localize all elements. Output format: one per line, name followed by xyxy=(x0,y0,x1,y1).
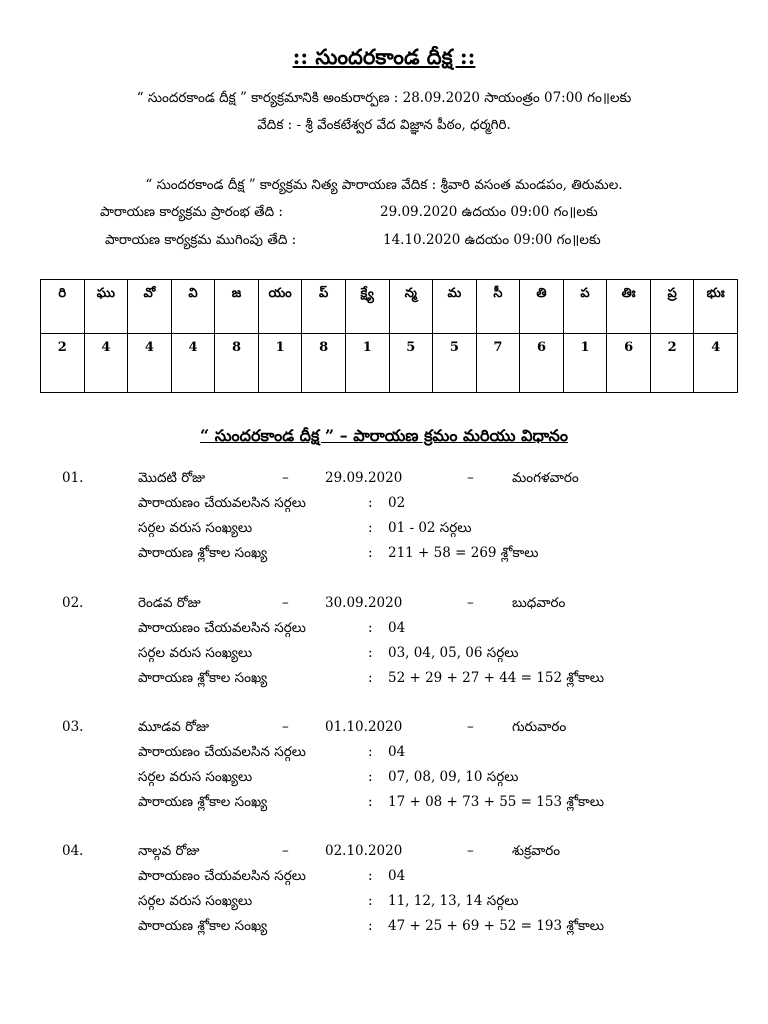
grid-number-cell: 6 xyxy=(607,334,651,393)
sargas-value: 02 xyxy=(388,495,406,511)
grid-number-cell: 4 xyxy=(84,334,128,393)
dash-separator: – xyxy=(467,719,474,735)
dash-separator: – xyxy=(467,470,474,486)
day-name: నాల్గవ రోజు xyxy=(138,843,200,859)
sargas-label: పారాయణం చేయవలసిన సర్గలు xyxy=(138,868,306,884)
day-weekday: గురువారం xyxy=(512,719,567,735)
grid-numbers-row xyxy=(41,334,738,393)
grid-letter-cell: ప్ xyxy=(302,280,346,334)
colon: : xyxy=(368,620,373,636)
daily-venue-line: “ సుందరకాండ దీక్ష ” కార్యక్రమ నిత్య పారాయణ వేదిక : శ్రీవారి వసంత మండపం, తిరుమల. xyxy=(145,177,623,193)
day-number: 04. xyxy=(62,843,84,859)
day-date: 02.10.2020 xyxy=(325,843,403,859)
sarga-order-value: 01 - 02 సర్గలు xyxy=(388,520,472,536)
grid-number-cell: 7 xyxy=(476,334,520,393)
sarga-order-label: సర్గల వరుస సంఖ్యలు xyxy=(138,893,253,909)
sargas-value: 04 xyxy=(388,868,406,884)
sargas-label: పారాయణం చేయవలసిన సర్గలు xyxy=(138,620,306,636)
grid-number-cell: 4 xyxy=(128,334,172,393)
sarga-order-label: సర్గల వరుస సంఖ్యలు xyxy=(138,645,253,661)
shloka-count-label: పారాయణ శ్లోకాల సంఖ్య xyxy=(138,670,268,686)
colon: : xyxy=(368,918,373,934)
dash-separator: – xyxy=(467,843,474,859)
day-name: మొదటి రోజు xyxy=(138,470,206,486)
day-number: 03. xyxy=(62,719,84,735)
grid-letter-cell: మ xyxy=(433,280,477,334)
grid-letter-cell: రి xyxy=(41,280,85,334)
grid-letter-cell: వో xyxy=(128,280,172,334)
day-date: 29.09.2020 xyxy=(325,470,403,486)
sargas-value: 04 xyxy=(388,620,406,636)
day-date: 30.09.2020 xyxy=(325,595,403,611)
grid-letter-cell: సీ xyxy=(476,280,520,334)
shloka-count-label: పారాయణ శ్లోకాల సంఖ్య xyxy=(138,918,268,934)
grid-letter-cell: తిః xyxy=(607,280,651,334)
grid-number-cell: 1 xyxy=(258,334,302,393)
sargas-value: 04 xyxy=(388,744,406,760)
grid-number-cell: 2 xyxy=(650,334,694,393)
grid-letter-cell: క్ష్యే xyxy=(345,280,389,334)
day-name: రెండవ రోజు xyxy=(138,595,201,611)
grid-number-cell: 1 xyxy=(563,334,607,393)
venue-line: వేదిక : - శ్రీ వేంకటేశ్వర వేద విజ్ఞాన పీఠం, ధర్మగిరి. xyxy=(257,117,511,133)
dash-separator: – xyxy=(467,595,474,611)
page-title: :: సుందరకాండ దీక్ష :: xyxy=(292,44,476,69)
grid-letter-cell: ప xyxy=(563,280,607,334)
day-date: 01.10.2020 xyxy=(325,719,403,735)
colon: : xyxy=(368,495,373,511)
grid-number-cell: 5 xyxy=(389,334,433,393)
grid-letter-cell: జ xyxy=(215,280,259,334)
grid-letter-cell: వి xyxy=(171,280,215,334)
colon: : xyxy=(368,893,373,909)
shloka-count-label: పారాయణ శ్లోకాల సంఖ్య xyxy=(138,794,268,810)
sarga-order-value: 03, 04, 05, 06 సర్గలు xyxy=(388,645,519,661)
colon: : xyxy=(368,645,373,661)
shloka-count-value: 52 + 29 + 27 + 44 = 152 శ్లోకాలు xyxy=(388,670,604,686)
start-date-label: పారాయణ కార్యక్రమ ప్రారంభ తేది : xyxy=(100,204,283,220)
sargas-label: పారాయణం చేయవలసిన సర్గలు xyxy=(138,744,306,760)
colon: : xyxy=(368,794,373,810)
day-number: 01. xyxy=(62,470,84,486)
grid-letter-cell: ప్ర xyxy=(650,280,694,334)
shloka-count-value: 47 + 25 + 69 + 52 = 193 శ్లోకాలు xyxy=(388,918,604,934)
grid-number-cell: 5 xyxy=(433,334,477,393)
colon: : xyxy=(368,520,373,536)
inauguration-line: “ సుందరకాండ దీక్ష ” కార్యక్రమానికి అంకురార్పణ : 28.09.2020 సాయంత్రం 07:00 గం॥లకు xyxy=(136,90,632,106)
dash-separator: – xyxy=(282,470,289,486)
grid-letter-cell: ఘు xyxy=(84,280,128,334)
colon: : xyxy=(368,744,373,760)
shloka-count-value: 17 + 08 + 73 + 55 = 153 శ్లోకాలు xyxy=(388,794,604,810)
day-weekday: శుక్రవారం xyxy=(512,843,561,859)
grid-number-cell: 4 xyxy=(171,334,215,393)
grid-letters-row xyxy=(41,280,738,334)
day-weekday: మంగళవారం xyxy=(512,470,579,486)
sargas-label: పారాయణం చేయవలసిన సర్గలు xyxy=(138,495,306,511)
day-weekday: బుధవారం xyxy=(512,595,566,611)
colon: : xyxy=(368,769,373,785)
grid-letter-cell: తి xyxy=(520,280,564,334)
colon: : xyxy=(368,868,373,884)
sarga-order-label: సర్గల వరుస సంఖ్యలు xyxy=(138,769,253,785)
day-name: మూడవ రోజు xyxy=(138,719,210,735)
sarga-order-value: 11, 12, 13, 14 సర్గలు xyxy=(388,893,519,909)
sarga-order-value: 07, 08, 09, 10 సర్గలు xyxy=(388,769,519,785)
grid-letter-cell: యం xyxy=(258,280,302,334)
section-subtitle: “ సుందరకాండ దీక్ష ” – పారాయణ క్రమం మరియు విధానం xyxy=(200,426,568,445)
end-date-value: 14.10.2020 ఉదయం 09:00 గం॥లకు xyxy=(383,232,601,248)
grid-number-cell: 4 xyxy=(694,334,738,393)
day-number: 02. xyxy=(62,595,84,611)
dash-separator: – xyxy=(282,595,289,611)
letter-count-grid xyxy=(40,279,738,393)
shloka-count-value: 211 + 58 = 269 శ్లోకాలు xyxy=(388,545,539,561)
dash-separator: – xyxy=(282,843,289,859)
sarga-order-label: సర్గల వరుస సంఖ్యలు xyxy=(138,520,253,536)
grid-number-cell: 8 xyxy=(215,334,259,393)
grid-number-cell: 1 xyxy=(345,334,389,393)
dash-separator: – xyxy=(282,719,289,735)
shloka-count-label: పారాయణ శ్లోకాల సంఖ్య xyxy=(138,545,268,561)
end-date-label: పారాయణ కార్యక్రమ ముగింపు తేది : xyxy=(105,232,297,248)
grid-letter-cell: భుః xyxy=(694,280,738,334)
grid-number-cell: 8 xyxy=(302,334,346,393)
start-date-value: 29.09.2020 ఉదయం 09:00 గం॥లకు xyxy=(380,204,598,220)
colon: : xyxy=(368,670,373,686)
colon: : xyxy=(368,545,373,561)
grid-number-cell: 6 xyxy=(520,334,564,393)
grid-letter-cell: న్మ xyxy=(389,280,433,334)
grid-number-cell: 2 xyxy=(41,334,85,393)
